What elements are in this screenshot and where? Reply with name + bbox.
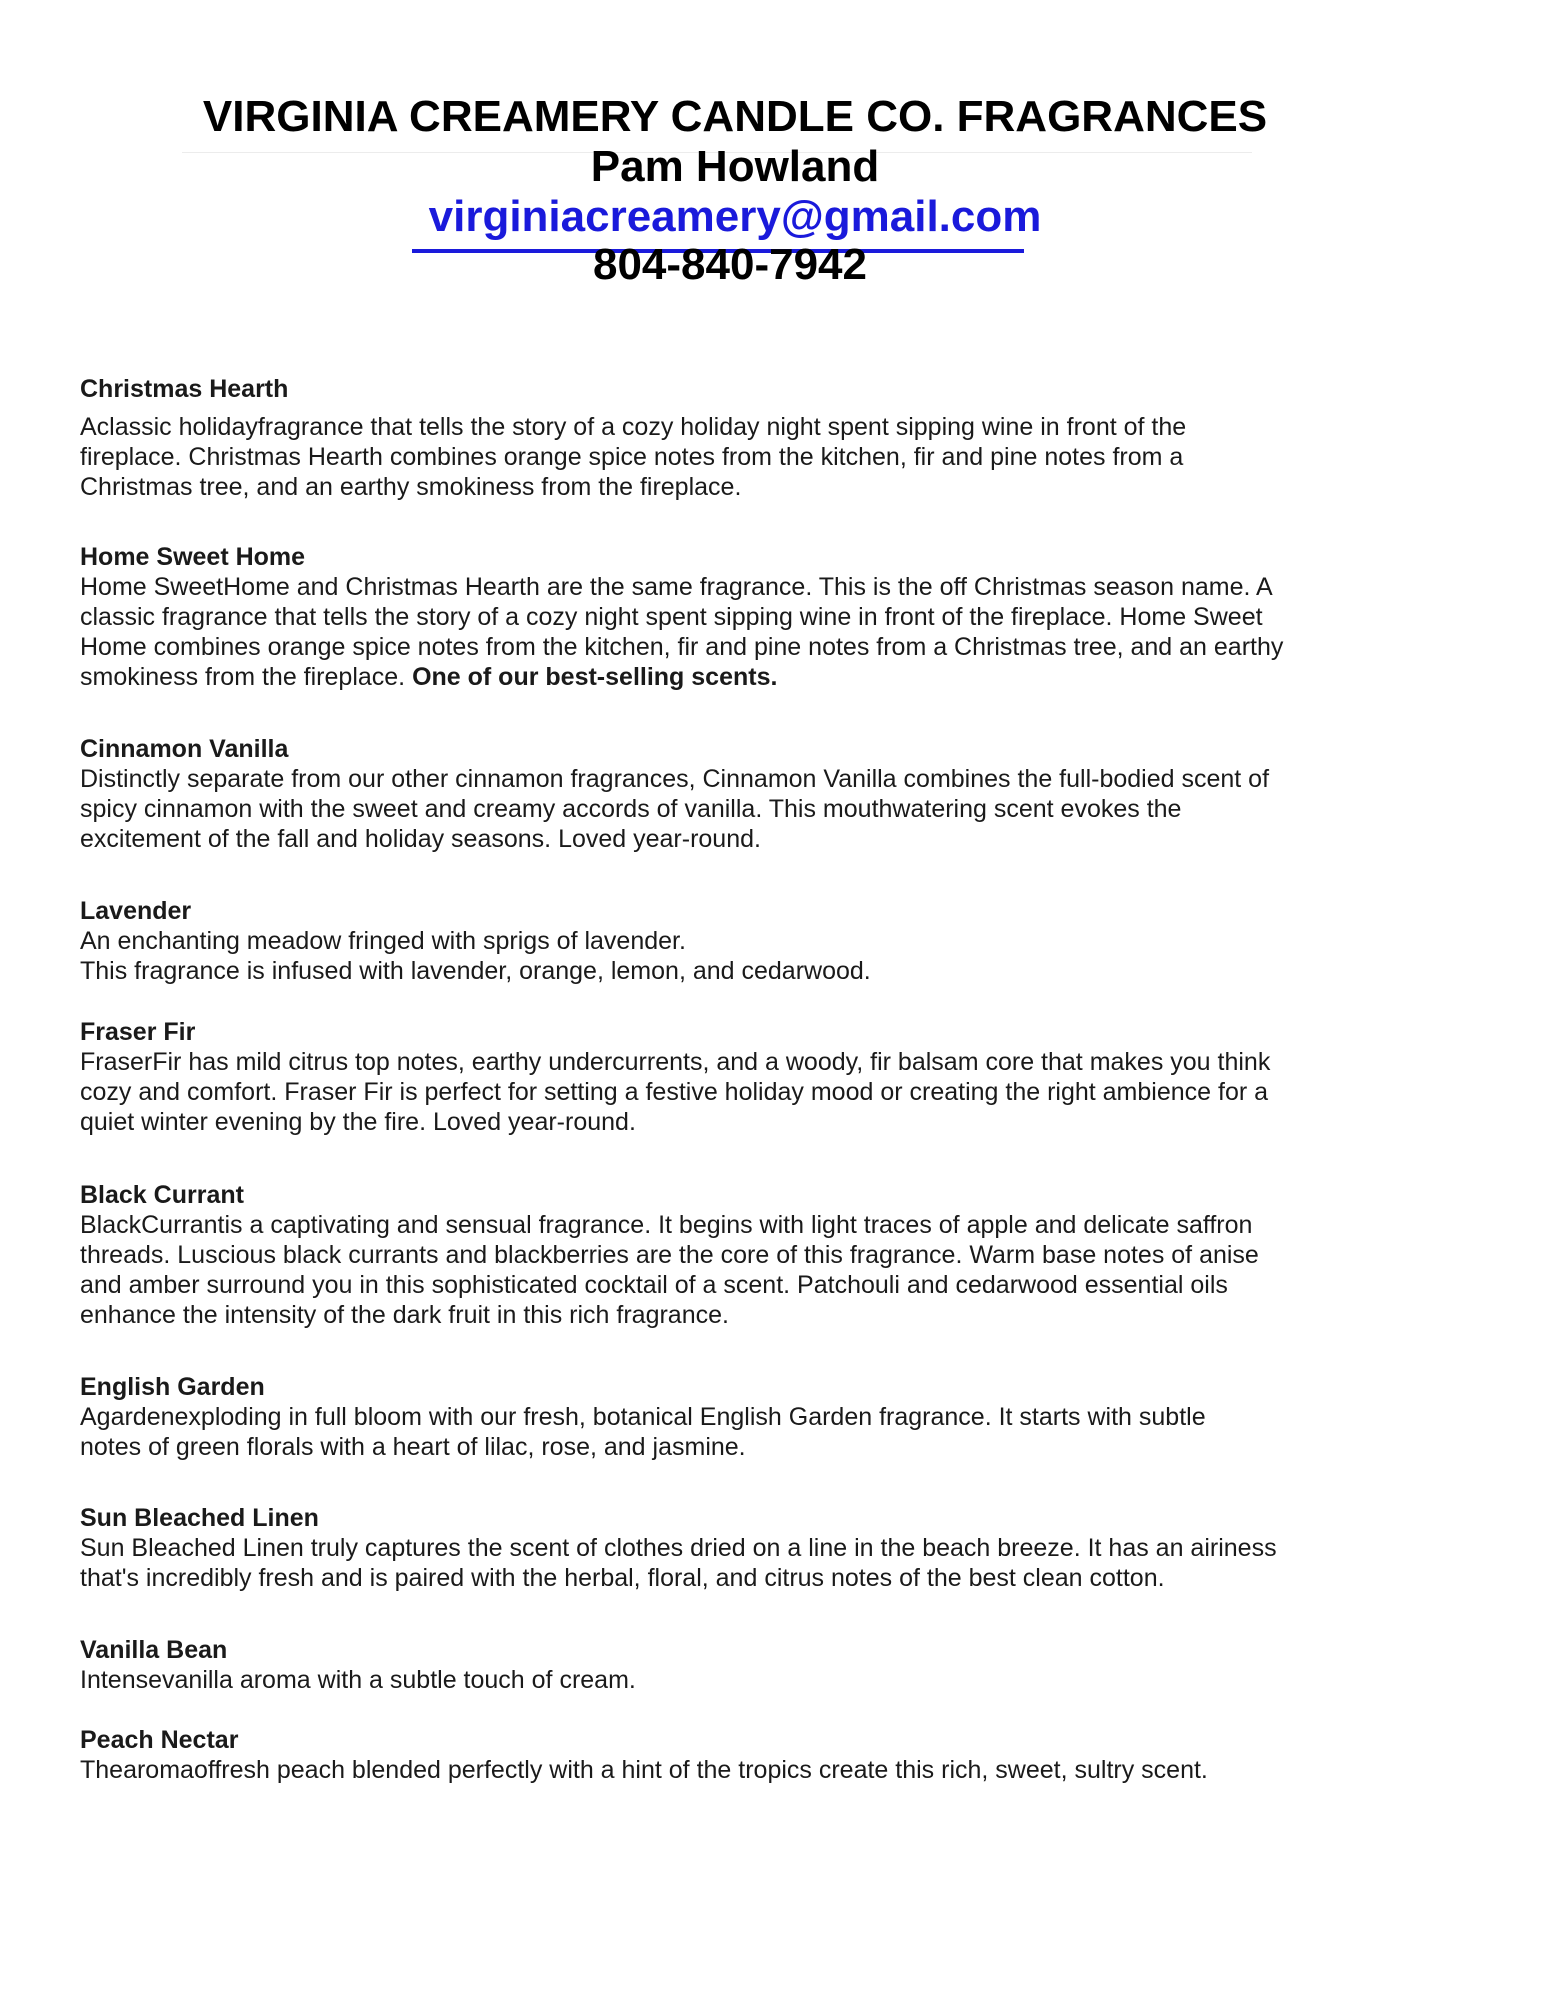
contact-name: Pam Howland	[590, 142, 880, 191]
fragrance-description: An enchanting meadow fringed with sprigs of lavender. This fragrance is infused with lavender, orange, lemon, and cedarwood.	[80, 927, 871, 985]
fragrance-name: Christmas Hearth	[80, 375, 289, 403]
fragrance-entry	[80, 374, 1400, 502]
fragrance-description: Sun Bleached Linen truly captures the scent of clothes dried on a line in the beach breeze. It has an airiness that's incredibly fresh and is paired with the herbal, floral, and citrus notes of the best clean cotton.	[80, 1534, 1277, 1592]
fragrance-highlight: One of our best-selling scents.	[412, 663, 778, 691]
fragrance-entry	[80, 1725, 1400, 1785]
contact-email-link[interactable]: virginiacreamery@gmail.com	[428, 192, 1042, 241]
fragrance-description: Home SweetHome and Christmas Hearth are the same fragrance. This is the off Christmas season name. A classic fragrance that tells the story of a cozy night spent sipping wine in front of the fireplace. Home Sweet Home combines orange spice notes from the kitchen, fir and pine notes from a Christmas tree, and an earthy smokiness from the fireplace. One of our best-selling scents.	[80, 573, 1284, 691]
fragrance-entry	[80, 896, 1400, 986]
fragrance-description: Agardenexploding in full bloom with our fresh, botanical English Garden fragrance. It starts with subtle notes of green florals with a heart of lilac, rose, and jasmine.	[80, 1403, 1206, 1461]
fragrance-name: Peach Nectar	[80, 1726, 239, 1754]
fragrance-entry	[80, 1503, 1400, 1593]
fragrance-name: Home Sweet Home	[80, 543, 306, 571]
document-header	[0, 0, 1545, 300]
document-title: VIRGINIA CREAMERY CANDLE CO. FRAGRANCES	[202, 92, 1268, 141]
fragrance-entry	[80, 734, 1400, 854]
fragrance-name: Fraser Fir	[80, 1018, 196, 1046]
fragrance-description: Thearomaoffresh peach blended perfectly with a hint of the tropics create this rich, sweet, sultry scent.	[80, 1756, 1208, 1784]
fragrance-name: Cinnamon Vanilla	[80, 735, 289, 763]
contact-phone: 804-840-7942	[592, 240, 867, 289]
fragrance-entry	[80, 1017, 1400, 1137]
fragrance-description: Aclassic holidayfragrance that tells the story of a cozy holiday night spent sipping wine in front of the fireplace. Christmas Hearth combines orange spice notes from the kitchen, fir and pine notes from a Christmas tree, and an earthy smokiness from the fireplace.	[80, 413, 1187, 501]
fragrance-name: Lavender	[80, 897, 192, 925]
fragrance-name: English Garden	[80, 1373, 265, 1401]
fragrance-description: Distinctly separate from our other cinnamon fragrances, Cinnamon Vanilla combines the full-bodied scent of spicy cinnamon with the sweet and creamy accords of vanilla. This mouthwatering scent evokes the excitement of the fall and holiday seasons. Loved year-round.	[80, 765, 1270, 853]
fragrance-description: FraserFir has mild citrus top notes, earthy undercurrents, and a woody, fir balsam core that makes you think cozy and comfort. Fraser Fir is perfect for setting a festive holiday mood or creating the right ambience for a quiet winter evening by the fire. Loved year-round.	[80, 1048, 1271, 1136]
fragrance-entry	[80, 1372, 1400, 1462]
fragrance-description: Intensevanilla aroma with a subtle touch of cream.	[80, 1666, 636, 1694]
fragrance-name: Vanilla Bean	[80, 1636, 228, 1664]
fragrance-name: Sun Bleached Linen	[80, 1504, 319, 1532]
fragrance-entry	[80, 542, 1400, 692]
fragrance-name: Black Currant	[80, 1181, 244, 1209]
fragrance-description: BlackCurrantis a captivating and sensual fragrance. It begins with light traces of apple and delicate saffron threads. Luscious black currants and blackberries are the core of this fragrance. Warm base notes of anise and amber surround you in this sophisticated cocktail of a scent. Patchouli and cedarwood essential oils enhance the intensity of the dark fruit in this rich fragrance.	[80, 1211, 1259, 1329]
fragrance-entry	[80, 1180, 1400, 1330]
fragrance-entry	[80, 1635, 1400, 1695]
